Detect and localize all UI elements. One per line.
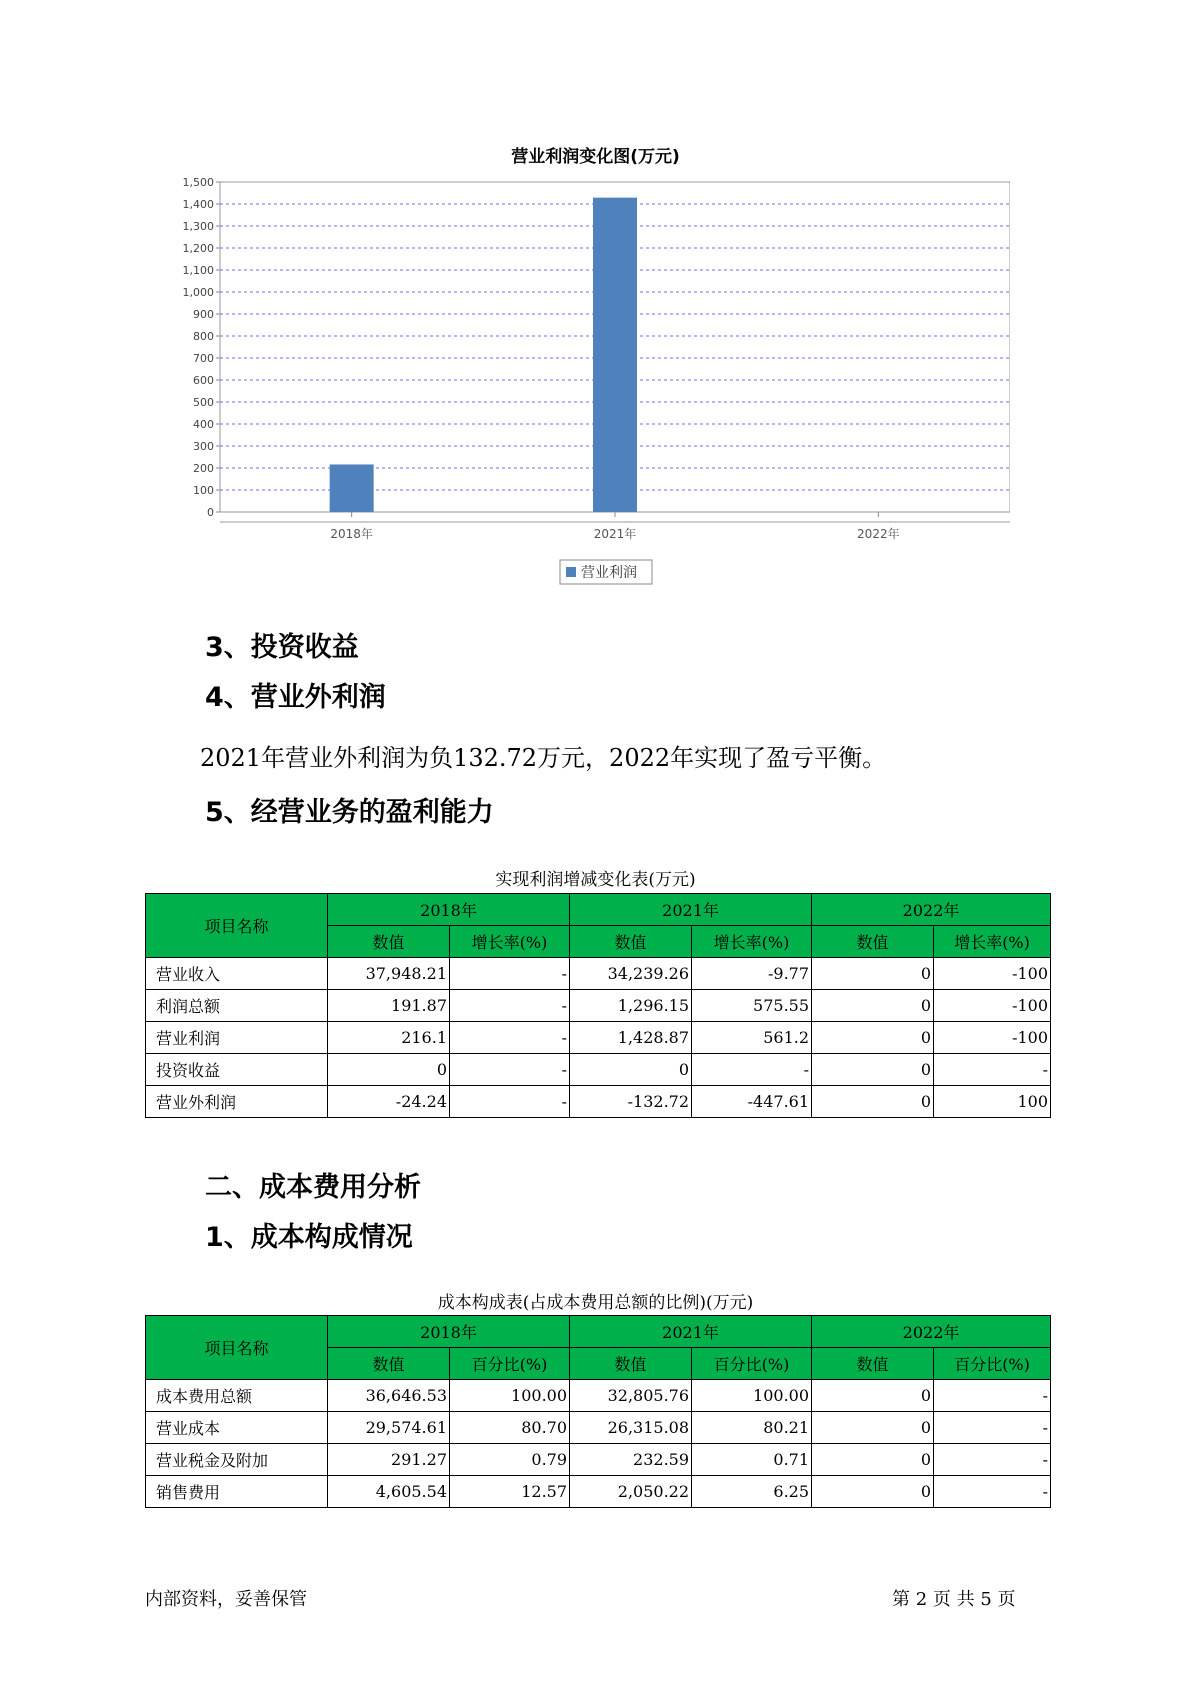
row-name: 营业外利润 [146, 1086, 328, 1118]
sub-header: 百分比(%) [934, 1348, 1051, 1380]
row-name: 利润总额 [146, 990, 328, 1022]
cell: - [450, 1022, 570, 1054]
x-tick-label: 2018年 [330, 527, 373, 541]
cell: 0 [812, 1444, 934, 1476]
row-name: 营业税金及附加 [146, 1444, 328, 1476]
y-tick-label: 700 [193, 352, 214, 365]
cell: -100 [934, 990, 1051, 1022]
y-tick-label: 500 [193, 396, 214, 409]
cell: 0 [812, 958, 934, 990]
table1-caption: 实现利润增减变化表(万元) [495, 870, 696, 890]
y-tick-label: 1,200 [182, 242, 214, 255]
sub-header: 数值 [812, 1348, 934, 1380]
cell: 80.21 [692, 1412, 812, 1444]
cell: -9.77 [692, 958, 812, 990]
y-tick-label: 100 [193, 484, 214, 497]
bar-2018年 [330, 464, 374, 512]
bar-2021年 [593, 198, 637, 512]
table-row [146, 1380, 1051, 1412]
cell: 575.55 [692, 990, 812, 1022]
cell: 37,948.21 [328, 958, 450, 990]
cell: - [450, 990, 570, 1022]
cell: 12.57 [450, 1476, 570, 1508]
cell: 191.87 [328, 990, 450, 1022]
operating-profit-chart [150, 170, 1010, 590]
table-row [146, 1022, 1051, 1054]
y-tick-label: 600 [193, 374, 214, 387]
cell: 80.70 [450, 1412, 570, 1444]
cell: 2,050.22 [570, 1476, 692, 1508]
legend-swatch [566, 567, 576, 577]
table-row [146, 1086, 1051, 1118]
cell: 100.00 [450, 1380, 570, 1412]
cell: 32,805.76 [570, 1380, 692, 1412]
cell: -100 [934, 958, 1051, 990]
sub-header: 百分比(%) [450, 1348, 570, 1380]
cell: -447.61 [692, 1086, 812, 1118]
cell: 4,605.54 [328, 1476, 450, 1508]
cell: 232.59 [570, 1444, 692, 1476]
cell: 100 [934, 1086, 1051, 1118]
cell: 0 [570, 1054, 692, 1086]
table2-caption: 成本构成表(占成本费用总额的比例)(万元) [437, 1293, 754, 1313]
row-name: 成本费用总额 [146, 1380, 328, 1412]
heading-profitability: 5、经营业务的盈利能力 [205, 797, 494, 828]
y-tick-label: 800 [193, 330, 214, 343]
heading-non-operating-profit: 4、营业外利润 [205, 682, 386, 713]
cell: - [934, 1444, 1051, 1476]
sub-header: 增长率(%) [934, 926, 1051, 958]
table-row [146, 990, 1051, 1022]
cell: 36,646.53 [328, 1380, 450, 1412]
table-row [146, 1054, 1051, 1086]
cell: 0 [812, 990, 934, 1022]
cell: -24.24 [328, 1086, 450, 1118]
y-tick-label: 1,000 [182, 286, 214, 299]
x-tick-label: 2022年 [857, 527, 900, 541]
y-tick-label: 1,400 [182, 198, 214, 211]
x-tick-label: 2021年 [593, 527, 637, 541]
paragraph-non-operating-profit: 2021年营业外利润为负132.72万元，2022年实现了盈亏平衡。 [200, 744, 887, 772]
footer-confidential-note: 内部资料，妥善保管 [145, 1589, 307, 1610]
year-header: 2021年 [570, 894, 812, 926]
y-tick-label: 1,300 [182, 220, 214, 233]
cell: - [450, 958, 570, 990]
legend-label: 营业利润 [581, 565, 637, 581]
row-name: 营业收入 [146, 958, 328, 990]
sub-header: 数值 [812, 926, 934, 958]
cell: 0 [812, 1380, 934, 1412]
cell: 29,574.61 [328, 1412, 450, 1444]
name-header: 项目名称 [146, 1316, 328, 1380]
cell: 1,428.87 [570, 1022, 692, 1054]
cell: 0 [812, 1022, 934, 1054]
y-tick-label: 400 [193, 418, 214, 431]
table-row [146, 1476, 1051, 1508]
sub-header: 数值 [570, 1348, 692, 1380]
sub-header: 数值 [570, 926, 692, 958]
year-header: 2022年 [812, 894, 1051, 926]
heading-cost-composition: 1、成本构成情况 [205, 1222, 413, 1253]
y-tick-label: 0 [207, 506, 214, 519]
cell: 0 [812, 1412, 934, 1444]
chart-title: 营业利润变化图(万元) [511, 147, 680, 167]
cell: 26,315.08 [570, 1412, 692, 1444]
cell: 0.79 [450, 1444, 570, 1476]
y-tick-label: 1,500 [182, 176, 214, 189]
table-row [146, 1444, 1051, 1476]
heading-investment-income: 3、投资收益 [205, 632, 359, 663]
cell: 0.71 [692, 1444, 812, 1476]
sub-header: 增长率(%) [692, 926, 812, 958]
cell: - [450, 1086, 570, 1118]
row-name: 投资收益 [146, 1054, 328, 1086]
cell: -100 [934, 1022, 1051, 1054]
table-row [146, 1412, 1051, 1444]
cell: 561.2 [692, 1022, 812, 1054]
cell: 0 [328, 1054, 450, 1086]
cell: - [934, 1380, 1051, 1412]
footer-page-number: 第 2 页 共 5 页 [892, 1589, 1016, 1610]
row-name: 营业成本 [146, 1412, 328, 1444]
year-header: 2018年 [328, 1316, 570, 1348]
cell: 0 [812, 1054, 934, 1086]
sub-header: 增长率(%) [450, 926, 570, 958]
row-name: 营业利润 [146, 1022, 328, 1054]
cell: 34,239.26 [570, 958, 692, 990]
year-header: 2022年 [812, 1316, 1051, 1348]
cell: - [934, 1412, 1051, 1444]
name-header: 项目名称 [146, 894, 328, 958]
cell: 6.25 [692, 1476, 812, 1508]
y-tick-label: 1,100 [182, 264, 214, 277]
cell: - [450, 1054, 570, 1086]
cell: 1,296.15 [570, 990, 692, 1022]
y-tick-label: 900 [193, 308, 214, 321]
cell: -132.72 [570, 1086, 692, 1118]
row-name: 销售费用 [146, 1476, 328, 1508]
y-tick-label: 300 [193, 440, 214, 453]
sub-header: 百分比(%) [692, 1348, 812, 1380]
cell: 100.00 [692, 1380, 812, 1412]
cell: 0 [812, 1476, 934, 1508]
sub-header: 数值 [328, 1348, 450, 1380]
year-header: 2021年 [570, 1316, 812, 1348]
cost-composition-table [145, 1315, 1051, 1508]
sub-header: 数值 [328, 926, 450, 958]
table-row [146, 958, 1051, 990]
cell: - [934, 1476, 1051, 1508]
cell: 216.1 [328, 1022, 450, 1054]
cell: 291.27 [328, 1444, 450, 1476]
cell: - [692, 1054, 812, 1086]
heading-cost-analysis: 二、成本费用分析 [205, 1172, 421, 1203]
y-tick-label: 200 [193, 462, 214, 475]
profit-change-table [145, 893, 1051, 1118]
cell: 0 [812, 1086, 934, 1118]
year-header: 2018年 [328, 894, 570, 926]
cell: - [934, 1054, 1051, 1086]
